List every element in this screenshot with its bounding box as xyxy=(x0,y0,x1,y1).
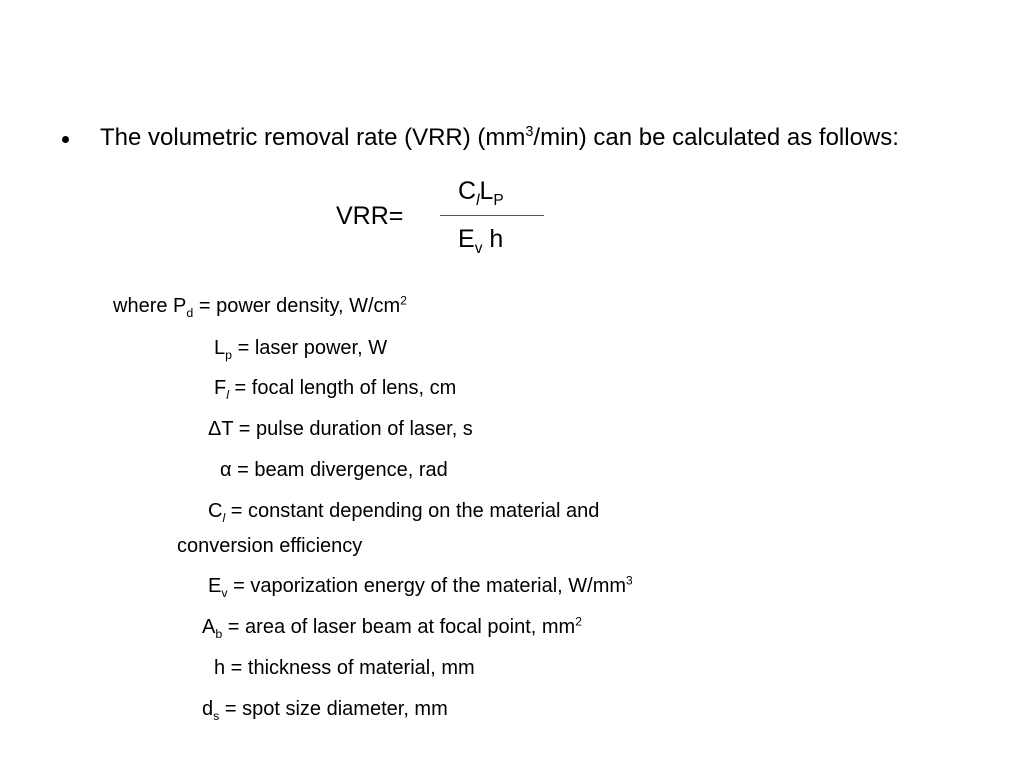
definition-pulse-duration xyxy=(208,418,473,441)
definition-constant xyxy=(208,500,599,523)
definition-focal-length xyxy=(214,377,456,400)
bullet-text xyxy=(100,121,980,155)
definition-beam-divergence xyxy=(220,459,448,482)
denominator-h: h xyxy=(482,225,504,253)
def-text: = power density, W/cm xyxy=(193,295,401,317)
denominator-e: E xyxy=(458,225,475,253)
def-prefix: F xyxy=(214,377,227,399)
formula-label: VRR= xyxy=(336,202,404,230)
denominator-e-sub: v xyxy=(474,240,483,257)
def-sub: b xyxy=(215,627,223,641)
definition-beam-area xyxy=(202,616,582,639)
definition-laser-power xyxy=(214,337,387,360)
definition-vaporization-energy xyxy=(208,575,633,598)
definition-spot-size xyxy=(202,698,448,721)
definition-thickness xyxy=(214,657,475,680)
def-prefix: d xyxy=(202,698,214,720)
def-sub: d xyxy=(186,306,194,320)
def-text: ΔT = pulse duration of laser, s xyxy=(208,418,473,440)
def-sub: l xyxy=(226,388,229,402)
def-text: α = beam divergence, rad xyxy=(220,459,448,481)
def-prefix: L xyxy=(214,337,226,359)
bullet-dot xyxy=(62,136,69,143)
bullet-text-part1: The volumetric removal rate (VRR) (mm xyxy=(100,124,526,151)
formula-numerator xyxy=(458,177,504,209)
bullet-text-part2: /min) can be calculated as follows: xyxy=(533,124,899,151)
numerator-c-sub: l xyxy=(476,192,480,209)
def-text: conversion efficiency xyxy=(177,535,363,557)
def-sub: v xyxy=(221,586,228,600)
def-text: h = thickness of material, mm xyxy=(214,657,475,679)
def-sub: l xyxy=(222,511,226,525)
def-sup: 2 xyxy=(400,293,407,308)
def-text: = focal length of lens, cm xyxy=(228,377,457,399)
numerator-c: C xyxy=(458,177,477,205)
numerator-l-sub: P xyxy=(493,192,504,209)
definition-constant-continued xyxy=(177,535,362,558)
def-sup: 2 xyxy=(575,614,582,629)
def-prefix: where P xyxy=(113,295,187,317)
bullet-superscript: 3 xyxy=(525,124,534,140)
def-prefix: A xyxy=(202,616,216,638)
def-prefix: C xyxy=(208,500,223,522)
numerator-l: L xyxy=(479,177,494,205)
fraction-line xyxy=(440,215,544,216)
def-text: = spot size diameter, mm xyxy=(219,698,448,720)
def-text: = constant depending on the material and xyxy=(225,500,600,522)
formula-denominator xyxy=(458,225,504,257)
def-text: = laser power, W xyxy=(232,337,388,359)
def-sub: p xyxy=(225,348,233,362)
def-sup: 3 xyxy=(626,573,633,588)
def-text: = area of laser beam at focal point, mm xyxy=(222,616,576,638)
def-prefix: E xyxy=(208,575,222,597)
definition-power-density xyxy=(113,295,407,318)
def-sub: s xyxy=(213,709,220,723)
def-text: = vaporization energy of the material, W/mm xyxy=(227,575,627,597)
